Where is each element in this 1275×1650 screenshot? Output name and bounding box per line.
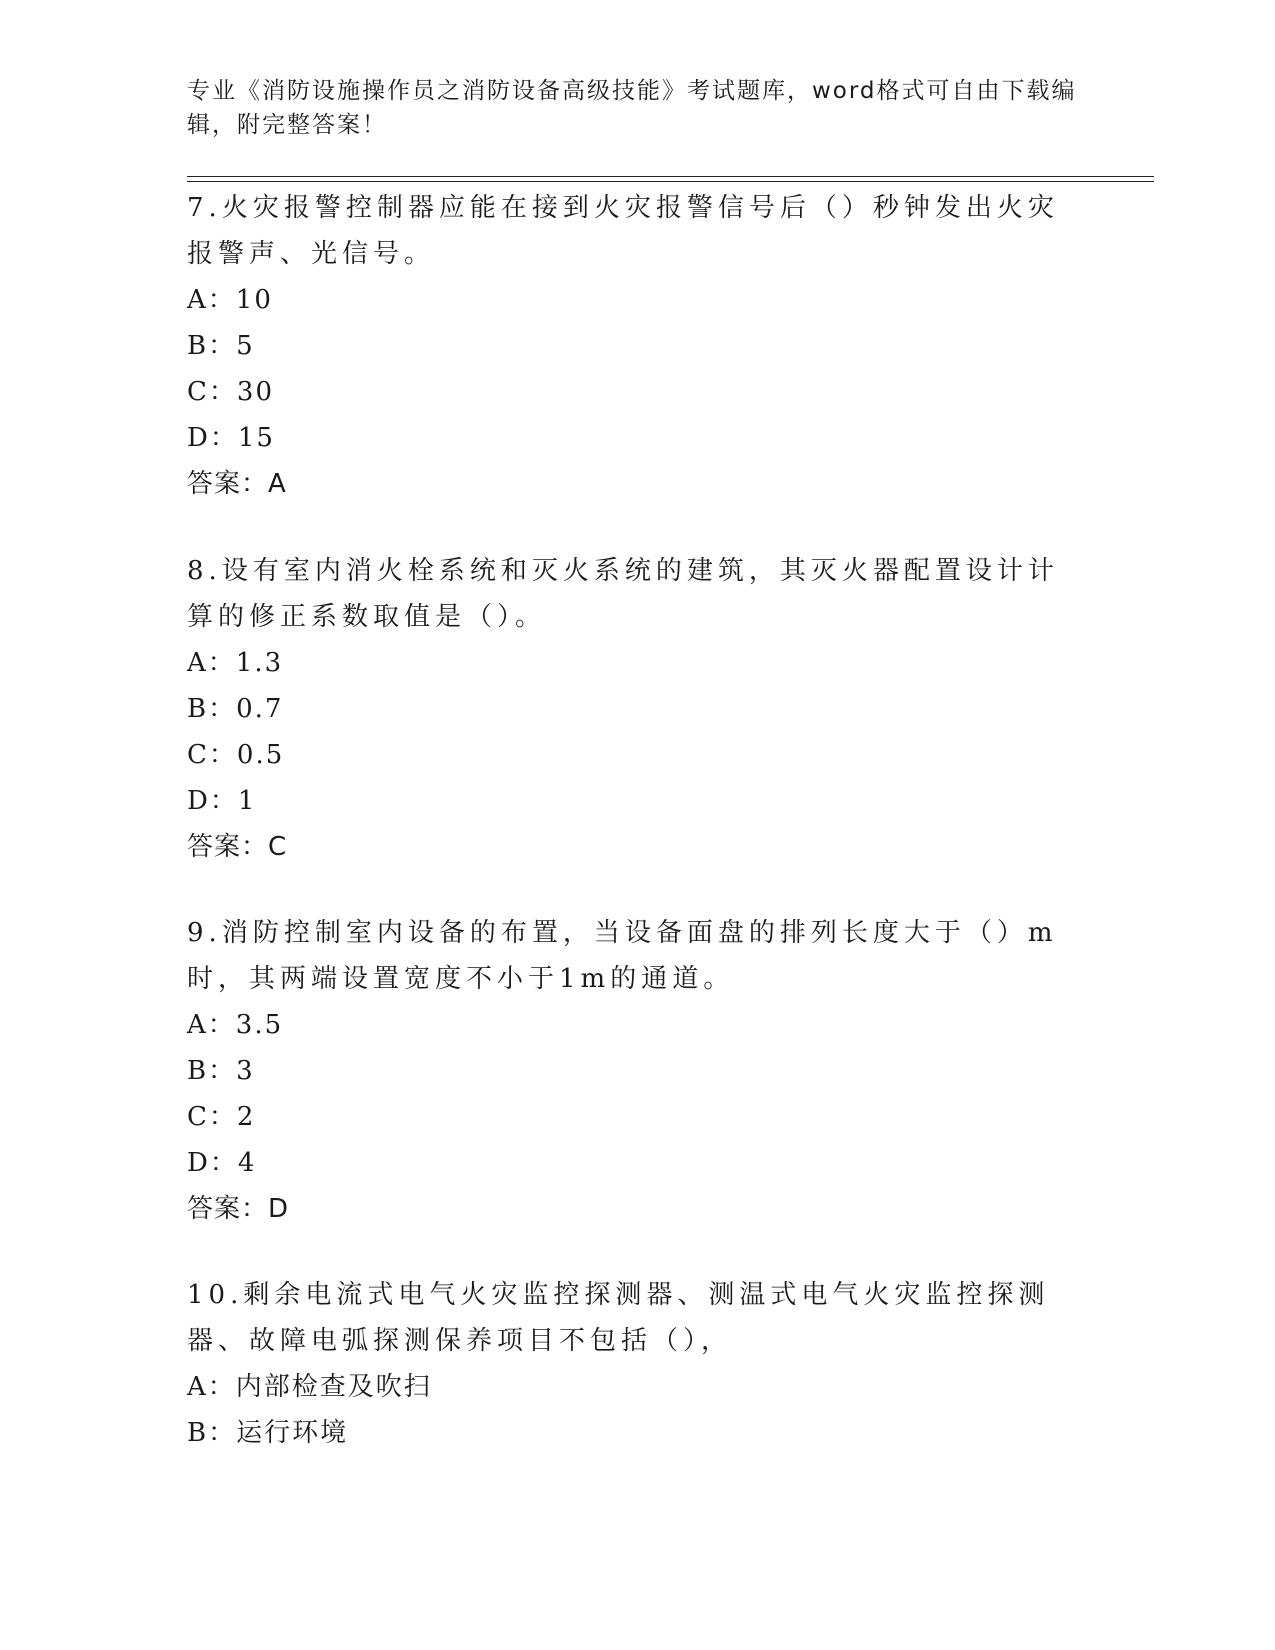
question-number: 10. — [187, 1280, 244, 1310]
answer-value: C — [268, 832, 287, 862]
option-c — [187, 1094, 1087, 1140]
document-header: 专业《消防设施操作员之消防设备高级技能》考试题库，word格式可自由下载编辑，附完整答案！ — [187, 78, 1077, 138]
header-divider-bottom — [187, 181, 1154, 182]
option-value: 1 — [237, 786, 257, 816]
option-d — [187, 415, 1087, 461]
answer — [187, 461, 1087, 507]
option-label: A： — [187, 1372, 236, 1402]
question-text: 火灾报警控制器应能在接到火灾报警信号后（）秒钟发出火灾报警声、光信号。 — [187, 193, 1059, 269]
option-a — [187, 1364, 1087, 1410]
question-stem — [187, 910, 1087, 1002]
option-label: B： — [187, 1418, 237, 1448]
option-value: 5 — [236, 331, 255, 361]
header-divider-top — [187, 176, 1154, 177]
question-text: 剩余电流式电气火灾监控探测器、测温式电气火灾监控探测器、故障电弧探测保养项目不包括（）， — [187, 1280, 1050, 1356]
option-value: 4 — [237, 1148, 257, 1178]
question-stem — [187, 548, 1087, 640]
option-c — [187, 369, 1087, 415]
option-d — [187, 778, 1087, 824]
option-label: C： — [187, 377, 237, 407]
option-d — [187, 1140, 1087, 1186]
option-label: A： — [187, 1010, 236, 1040]
answer-value: D — [268, 1194, 289, 1224]
answer-label: 答案： — [187, 1194, 269, 1224]
question-8 — [187, 548, 1087, 870]
question-number: 9. — [187, 918, 222, 948]
answer-label: 答案： — [187, 832, 269, 862]
question-number: 7. — [187, 193, 222, 223]
option-label: C： — [187, 740, 237, 770]
answer-label: 答案： — [187, 469, 269, 499]
option-label: A： — [187, 648, 236, 678]
question-stem — [187, 1272, 1087, 1364]
answer — [187, 1186, 1087, 1232]
option-label: D： — [187, 423, 238, 453]
option-value: 15 — [237, 423, 275, 453]
option-value: 运行环境 — [236, 1418, 349, 1448]
option-c — [187, 732, 1087, 778]
option-a — [187, 277, 1087, 323]
option-value: 1.3 — [235, 648, 284, 678]
option-label: B： — [187, 331, 237, 361]
option-b — [187, 323, 1087, 369]
option-b — [187, 1048, 1087, 1094]
option-b — [187, 686, 1087, 732]
answer-value: A — [268, 469, 286, 499]
option-value: 3.5 — [235, 1010, 284, 1040]
option-label: A： — [187, 285, 236, 315]
option-value: 0.7 — [236, 694, 284, 724]
question-stem — [187, 185, 1087, 277]
question-number: 8. — [187, 556, 222, 586]
option-a — [187, 1002, 1087, 1048]
option-label: C： — [187, 1102, 237, 1132]
question-text: 消防控制室内设备的布置，当设备面盘的排列长度大于（）m时，其两端设置宽度不小于1m的通道。 — [187, 918, 1058, 994]
option-label: B： — [187, 694, 237, 724]
option-value: 2 — [236, 1102, 256, 1132]
option-label: B： — [187, 1056, 237, 1086]
option-value: 30 — [236, 377, 274, 407]
option-b — [187, 1410, 1087, 1456]
question-9 — [187, 910, 1087, 1232]
question-10 — [187, 1272, 1087, 1456]
question-text: 设有室内消火栓系统和灭火系统的建筑，其灭火器配置设计计算的修正系数取值是（）。 — [187, 556, 1059, 632]
answer — [187, 824, 1087, 870]
option-value: 3 — [236, 1056, 255, 1086]
question-7 — [187, 185, 1087, 507]
option-value: 0.5 — [236, 740, 285, 770]
option-label: D： — [187, 786, 238, 816]
option-label: D： — [187, 1148, 238, 1178]
option-value: 内部检查及吹扫 — [235, 1372, 432, 1402]
option-value: 10 — [235, 285, 273, 315]
option-a — [187, 640, 1087, 686]
